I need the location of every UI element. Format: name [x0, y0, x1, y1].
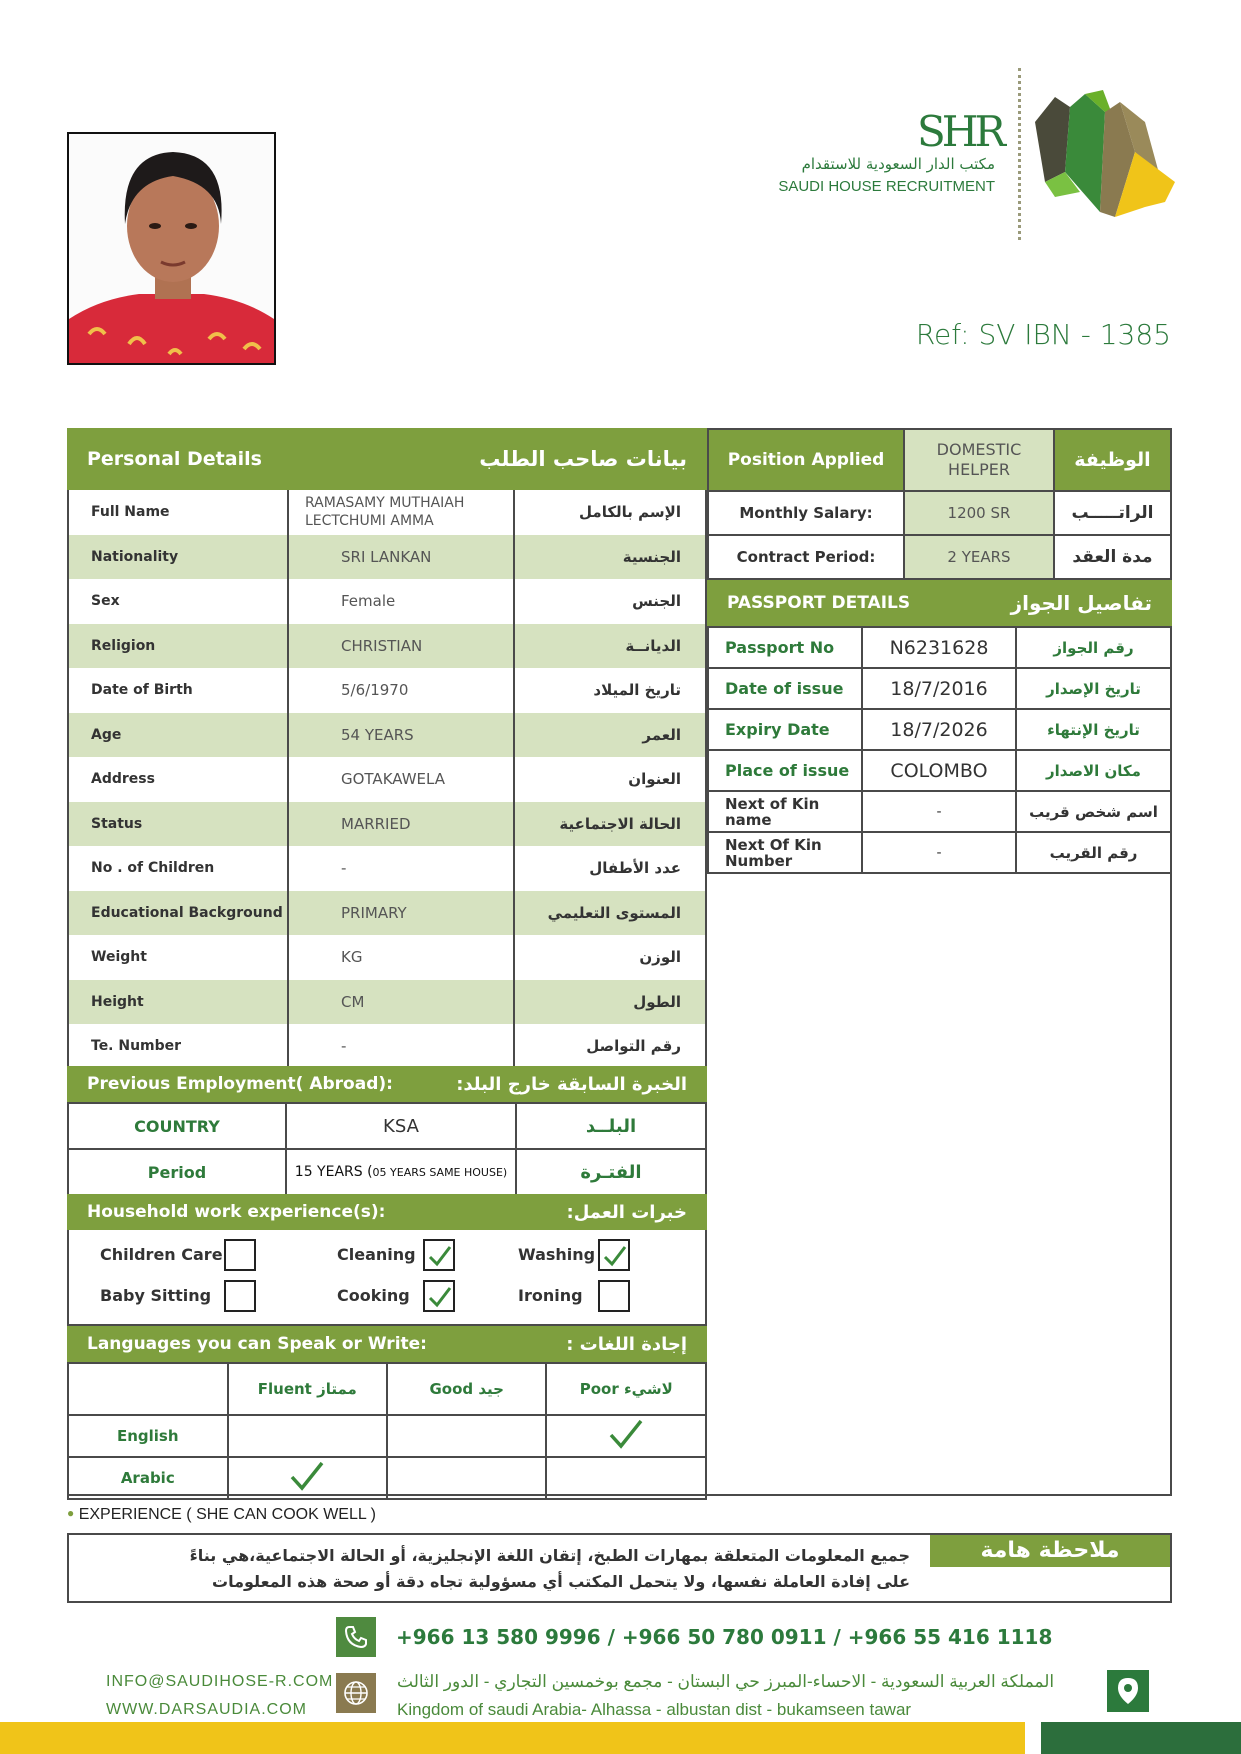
previous-employment-title-en: Previous Employment( Abroad):	[87, 1074, 393, 1094]
previous-employment-header	[67, 1066, 707, 1102]
passport-label: Date of issue	[708, 668, 862, 709]
contract-label-ar: مدة العقد	[1054, 535, 1171, 579]
personal-row	[68, 624, 706, 669]
personal-label: Date of Birth	[68, 668, 288, 713]
personal-value: -	[288, 846, 514, 891]
salary-label-ar: الراتـــــب	[1054, 491, 1171, 535]
languages-table	[67, 1362, 707, 1500]
household-title-ar: خبرات العمل:	[566, 1201, 687, 1223]
phone-icon	[336, 1617, 376, 1657]
personal-row	[68, 490, 706, 535]
passport-value: -	[862, 791, 1016, 832]
personal-value: PRIMARY	[288, 891, 514, 936]
personal-value: MARRIED	[288, 802, 514, 847]
passport-header	[707, 580, 1172, 626]
household-skill-checkbox[interactable]	[598, 1239, 630, 1271]
important-notice	[67, 1533, 1172, 1603]
contract-value: 2 YEARS	[904, 535, 1054, 579]
household-skill-checkbox[interactable]	[224, 1239, 256, 1271]
personal-label: Sex	[68, 579, 288, 624]
notice-title: ملاحظة هامة	[930, 1535, 1170, 1567]
personal-label-ar: الحالة الاجتماعية	[514, 802, 706, 847]
period-label: Period	[68, 1149, 286, 1195]
personal-label: Address	[68, 757, 288, 802]
footer-strip-yellow	[0, 1722, 1025, 1754]
phone-numbers: +966 13 580 9996 / +966 50 780 0911 / +966 55 416 1118	[396, 1625, 1053, 1649]
contact-links	[106, 1668, 333, 1724]
personal-row	[68, 579, 706, 624]
personal-value: GOTAKAWELA	[288, 757, 514, 802]
passport-label-ar: تاريخ الإنتهاء	[1016, 709, 1171, 750]
passport-value: N6231628	[862, 627, 1016, 668]
globe-icon	[336, 1673, 376, 1713]
address-arabic: المملكة العربية السعودية - الاحساء-المبرز حي البستان - مجمع بوخمسين التجاري - الدور الثالث	[397, 1672, 1055, 1691]
personal-row	[68, 802, 706, 847]
personal-value: RAMASAMY MUTHAIAH LECTCHUMI AMMA	[288, 490, 514, 535]
personal-row	[68, 535, 706, 580]
logo-english-name: SAUDI HOUSE RECRUITMENT	[778, 178, 995, 195]
position-row	[708, 429, 1171, 491]
position-label: Position Applied	[708, 429, 904, 491]
passport-value: 18/7/2016	[862, 668, 1016, 709]
languages-corner	[68, 1363, 228, 1415]
personal-label: Nationality	[68, 535, 288, 580]
household-skill-label: Baby Sitting	[100, 1286, 212, 1305]
previous-employment-title-ar: الخبرة السابقة خارج البلد:	[456, 1073, 687, 1095]
language-level-header: Fluent ممتاز	[228, 1363, 388, 1415]
household-skill-checkbox[interactable]	[423, 1239, 455, 1271]
position-table	[707, 428, 1172, 580]
household-skill-label: Washing	[518, 1245, 596, 1264]
personal-value: KG	[288, 935, 514, 980]
previous-employment-table	[67, 1102, 707, 1196]
passport-row	[708, 832, 1171, 873]
passport-row	[708, 668, 1171, 709]
personal-label-ar: العمر	[514, 713, 706, 758]
contract-row	[708, 535, 1171, 579]
passport-value: COLOMBO	[862, 750, 1016, 791]
personal-label: No . of Children	[68, 846, 288, 891]
checkmark-icon	[608, 1418, 644, 1450]
period-value: 15 YEARS (05 YEARS SAME HOUSE)	[286, 1149, 516, 1195]
personal-label-ar: العنوان	[514, 757, 706, 802]
notice-line-2: على إفادة العاملة نفسها، ولا يتحمل المكتب أي مسؤولية تجاه دقة أو صحة هذه المعلومات	[212, 1572, 910, 1591]
passport-value: -	[862, 832, 1016, 873]
experience-note-text: EXPERIENCE ( SHE CAN COOK WELL )	[78, 1506, 376, 1523]
salary-label: Monthly Salary:	[708, 491, 904, 535]
language-level-cell[interactable]	[546, 1415, 706, 1457]
country-label-ar: البلــد	[516, 1103, 706, 1149]
email-link[interactable]: INFO@SAUDIHOSE-R.COM	[106, 1673, 334, 1690]
language-row	[68, 1457, 706, 1499]
personal-label-ar: الإسم بالكامل	[514, 490, 706, 535]
personal-label: Height	[68, 980, 288, 1025]
reference-number: Ref: SV IBN - 1385	[915, 318, 1171, 351]
phone-row	[336, 1617, 1052, 1657]
company-logo	[778, 62, 1185, 242]
personal-label-ar: الطول	[514, 980, 706, 1025]
personal-details-table	[67, 490, 707, 1069]
personal-label-ar: الديانــة	[514, 624, 706, 669]
household-skill-label: Children Care	[100, 1245, 223, 1264]
personal-label: Full Name	[68, 490, 288, 535]
passport-label-ar: رقم الجواز	[1016, 627, 1171, 668]
passport-label: Expiry Date	[708, 709, 862, 750]
position-label-ar: الوظيفة	[1054, 429, 1171, 491]
passport-label-ar: رقم القريب	[1016, 832, 1171, 873]
passport-title-ar: تفاصيل الجواز	[1010, 591, 1152, 615]
personal-value: 5/6/1970	[288, 668, 514, 713]
logo-divider	[1018, 68, 1021, 240]
passport-row	[708, 709, 1171, 750]
personal-label: Religion	[68, 624, 288, 669]
checkmark-icon	[428, 1285, 452, 1309]
household-skill-label: Cleaning	[337, 1245, 416, 1264]
personal-label-ar: المستوى التعليمي	[514, 891, 706, 936]
personal-label-ar: الجنسية	[514, 535, 706, 580]
personal-value: Female	[288, 579, 514, 624]
saudi-map-icon	[1025, 82, 1175, 232]
passport-label: Passport No	[708, 627, 862, 668]
passport-label: Next of Kin name	[708, 791, 862, 832]
footer-strip-green	[1041, 1722, 1241, 1754]
personal-details-title-ar: بيانات صاحب الطلب	[479, 447, 687, 471]
personal-value: CHRISTIAN	[288, 624, 514, 669]
personal-value: -	[288, 1024, 514, 1069]
personal-details-header	[67, 428, 707, 490]
passport-label-ar: مكان الاصدار	[1016, 750, 1171, 791]
salary-value: 1200 SR	[904, 491, 1054, 535]
personal-row	[68, 980, 706, 1025]
languages-header	[67, 1326, 707, 1362]
languages-title-ar: إجادة اللغات :	[566, 1333, 687, 1355]
period-label-ar: الفتـرة	[516, 1149, 706, 1195]
address-english: Kingdom of saudi Arabia- Alhassa - albustan dist - bukamseen tawar	[397, 1700, 912, 1719]
personal-value: CM	[288, 980, 514, 1025]
personal-label-ar: الجنس	[514, 579, 706, 624]
personal-label: Age	[68, 713, 288, 758]
personal-label-ar: عدد الأطفال	[514, 846, 706, 891]
passport-value: 18/7/2026	[862, 709, 1016, 750]
passport-row	[708, 627, 1171, 668]
salary-row	[708, 491, 1171, 535]
passport-title-en: PASSPORT DETAILS	[727, 593, 911, 613]
employment-row-country	[68, 1103, 706, 1149]
personal-row	[68, 1024, 706, 1069]
household-skill-checkbox[interactable]	[423, 1280, 455, 1312]
language-level-cell[interactable]	[387, 1415, 546, 1457]
personal-label: Weight	[68, 935, 288, 980]
personal-value: SRI LANKAN	[288, 535, 514, 580]
household-skill-checkbox[interactable]	[224, 1280, 256, 1312]
passport-label: Next Of Kin Number	[708, 832, 862, 873]
personal-row	[68, 668, 706, 713]
household-skill-label: Cooking	[337, 1286, 410, 1305]
country-label: COUNTRY	[68, 1103, 286, 1149]
languages-title-en: Languages you can Speak or Write:	[87, 1334, 427, 1354]
logo-arabic-name: مكتب الدار السعودية للاستقدام	[801, 155, 995, 173]
checkmark-icon	[428, 1244, 452, 1268]
logo-brand: SHR	[917, 107, 1003, 156]
personal-row	[68, 757, 706, 802]
personal-row	[68, 891, 706, 936]
language-level-cell[interactable]	[228, 1457, 388, 1499]
location-pin-icon	[1107, 1670, 1149, 1712]
passport-label-ar: تاريخ الإصدار	[1016, 668, 1171, 709]
passport-label-ar: اسم شخص قريب	[1016, 791, 1171, 832]
language-name: Arabic	[68, 1457, 228, 1499]
household-skill-label: Ironing	[518, 1286, 583, 1305]
checkmark-icon	[603, 1244, 627, 1268]
language-level-cell[interactable]	[228, 1415, 388, 1457]
employment-row-period	[68, 1149, 706, 1195]
languages-level-header	[68, 1363, 706, 1415]
experience-note: ● EXPERIENCE ( SHE CAN COOK WELL )	[67, 1506, 376, 1523]
language-name: English	[68, 1415, 228, 1457]
personal-row	[68, 846, 706, 891]
language-level-header: Poor لاشيء	[546, 1363, 706, 1415]
household-title-en: Household work experience(s):	[87, 1202, 386, 1222]
passport-row	[708, 750, 1171, 791]
passport-row	[708, 791, 1171, 832]
website-link[interactable]: WWW.DARSAUDIA.COM	[106, 1701, 307, 1718]
personal-row	[68, 935, 706, 980]
personal-label-ar: الوزن	[514, 935, 706, 980]
checkmark-icon	[289, 1460, 325, 1492]
personal-label-ar: رقم التواصل	[514, 1024, 706, 1069]
language-level-cell[interactable]	[387, 1457, 546, 1499]
personal-label: Status	[68, 802, 288, 847]
position-value: DOMESTIC HELPER	[904, 429, 1054, 491]
personal-label: Te. Number	[68, 1024, 288, 1069]
applicant-photo	[67, 132, 276, 365]
country-value: KSA	[286, 1103, 516, 1149]
passport-table	[707, 626, 1172, 874]
address	[397, 1668, 1097, 1724]
language-row	[68, 1415, 706, 1457]
personal-label-ar: تاريخ الميلاد	[514, 668, 706, 713]
contract-label: Contract Period:	[708, 535, 904, 579]
personal-row	[68, 713, 706, 758]
language-level-cell[interactable]	[546, 1457, 706, 1499]
personal-label: Educational Background	[68, 891, 288, 936]
passport-label: Place of issue	[708, 750, 862, 791]
language-level-header: Good جيد	[387, 1363, 546, 1415]
personal-details-title-en: Personal Details	[87, 448, 262, 470]
household-skill-checkbox[interactable]	[598, 1280, 630, 1312]
household-header	[67, 1194, 707, 1230]
notice-text	[89, 1543, 910, 1595]
personal-value: 54 YEARS	[288, 713, 514, 758]
notice-line-1: جميع المعلومات المتعلقة بمهارات الطبخ، إتقان اللغة الإنجليزية، أو الحالة الاجتماعية،هي بناءً	[189, 1546, 910, 1565]
